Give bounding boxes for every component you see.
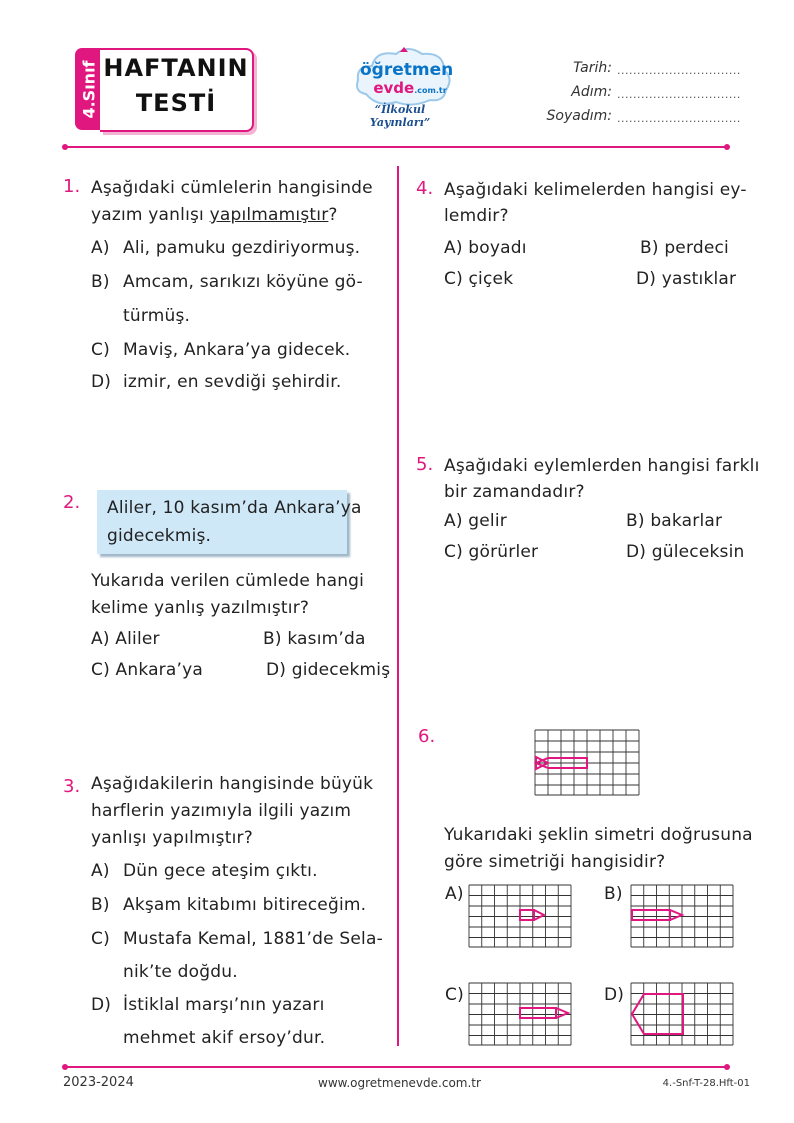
q2-text-line2: kelime yanlış yazılmıştır? (91, 598, 310, 618)
surname-field[interactable]: ............................... (617, 112, 741, 125)
q6-option-b-key[interactable]: B) (604, 884, 623, 904)
divider-dot (62, 1064, 68, 1070)
q1-option-a[interactable]: Ali, pamuku gezdiriyormuş. (123, 238, 361, 258)
q3-number: 3. (63, 776, 81, 797)
q3-option-b-key[interactable]: B) (91, 895, 110, 915)
q5-number: 5. (416, 454, 434, 475)
surname-label: Soyadım: (546, 108, 612, 124)
footer-code: 4.-Snf-T-28.Hft-01 (662, 1078, 750, 1089)
q6-option-d-grid[interactable] (630, 982, 734, 1046)
q4-option-a[interactable]: A) boyadı (444, 238, 527, 258)
divider-dot (62, 144, 68, 150)
q2-number: 2. (63, 492, 81, 513)
logo-tagline: “İlkokul Yayınları” (369, 103, 431, 129)
footer-divider (64, 1066, 728, 1068)
name-field[interactable]: ............................... (617, 88, 741, 101)
q1-text-line1: Aşağıdaki cümlelerin hangisinde (91, 178, 373, 198)
q3-option-c[interactable]: Mustafa Kemal, 1881’de Sela- (123, 929, 383, 949)
footer-year: 2023-2024 (63, 1075, 134, 1090)
logo-word-evde: evde.com.tr (373, 79, 447, 97)
column-divider (397, 166, 399, 1046)
q1-option-a-key[interactable]: A) (91, 238, 110, 258)
q2-option-d[interactable]: D) gidecekmiş (266, 660, 391, 680)
q6-option-a-grid[interactable] (468, 884, 572, 948)
q3-option-a-key[interactable]: A) (91, 861, 110, 881)
q4-text-line1: Aşağıdaki kelimelerden hangisi ey- (444, 180, 747, 200)
grade-label: 4.Sınıf (79, 59, 99, 119)
q2-note-line2: gidecekmiş. (107, 526, 212, 546)
q1-number: 1. (63, 176, 81, 197)
q2-text-line1: Yukarıda verilen cümlede hangi (91, 571, 365, 591)
q3-option-b[interactable]: Akşam kitabımı bitireceğim. (123, 895, 367, 915)
q3-text-line2: harflerin yazımıyla ilgili yazım (91, 801, 352, 821)
q6-text-line2: göre simetriği hangisidir? (444, 852, 666, 872)
title-line1: HAFTANIN (103, 54, 249, 82)
q5-option-a[interactable]: A) gelir (444, 511, 507, 531)
q4-option-c[interactable]: C) çiçek (444, 269, 514, 289)
q2-option-a[interactable]: A) Aliler (91, 629, 160, 649)
name-label: Adım: (571, 84, 612, 100)
q3-option-d[interactable]: İstiklal marşı’nın yazarı (123, 995, 325, 1015)
q2-option-b[interactable]: B) kasım’da (263, 629, 366, 649)
q6-option-c-grid[interactable] (468, 982, 572, 1046)
q3-text-line1: Aşağıdakilerin hangisinde büyük (91, 774, 374, 794)
q3-option-c-cont[interactable]: nik’te doğdu. (123, 962, 238, 982)
q6-text-line1: Yukarıdaki şeklin simetri doğrusuna (444, 825, 753, 845)
q1-option-b-key[interactable]: B) (91, 272, 110, 292)
q3-option-d-cont[interactable]: mehmet akif ersoy’dur. (123, 1028, 326, 1048)
q3-option-c-key[interactable]: C) (91, 929, 110, 949)
q6-option-a-key[interactable]: A) (445, 884, 464, 904)
footer-website[interactable]: www.ogretmenevde.com.tr (318, 1076, 481, 1090)
q4-option-b[interactable]: B) perdeci (640, 238, 729, 258)
q5-option-b[interactable]: B) bakarlar (626, 511, 723, 531)
q3-option-d-key[interactable]: D) (91, 995, 112, 1015)
q2-option-c[interactable]: C) Ankara’ya (91, 660, 203, 680)
q6-number: 6. (418, 726, 436, 747)
q1-option-b-cont[interactable]: türmüş. (123, 306, 191, 326)
q6-option-b-grid[interactable] (630, 884, 734, 948)
q3-text-line3: yanlışı yapılmıştır? (91, 828, 253, 848)
divider-dot (724, 144, 730, 150)
logo-word-ogretmen: öğretmen (360, 60, 454, 80)
q5-text-line1: Aşağıdaki eylemlerden hangisi farklı (444, 456, 760, 476)
q6-option-d-key[interactable]: D) (604, 985, 625, 1005)
q5-option-d[interactable]: D) güleceksin (626, 542, 745, 562)
q4-option-d[interactable]: D) yastıklar (636, 269, 737, 289)
q1-text-line2: yazım yanlışı yapılmamıştır? (91, 205, 338, 225)
q1-option-c[interactable]: Maviş, Ankara’ya gidecek. (123, 340, 351, 360)
divider-dot (724, 1064, 730, 1070)
q5-text-line2: bir zamandadır? (444, 482, 585, 502)
q1-option-d[interactable]: izmir, en sevdiği şehirdir. (123, 372, 342, 392)
q3-option-a[interactable]: Dün gece ateşim çıktı. (123, 861, 318, 881)
q5-option-c[interactable]: C) görürler (444, 542, 539, 562)
q6-reference-figure (534, 729, 640, 796)
q2-note-line1: Aliler, 10 kasım’da Ankara’ya (107, 498, 362, 518)
header-divider (64, 146, 728, 148)
date-field[interactable]: ............................... (617, 64, 741, 77)
q1-option-d-key[interactable]: D) (91, 372, 112, 392)
q6-option-c-key[interactable]: C) (445, 985, 464, 1005)
q4-number: 4. (416, 178, 434, 199)
title-line2: TESTİ (135, 89, 217, 117)
date-label: Tarih: (573, 60, 612, 76)
q4-text-line2: lemdir? (444, 206, 509, 226)
q1-option-b[interactable]: Amcam, sarıkızı köyüne gö- (123, 272, 363, 292)
q1-option-c-key[interactable]: C) (91, 340, 110, 360)
